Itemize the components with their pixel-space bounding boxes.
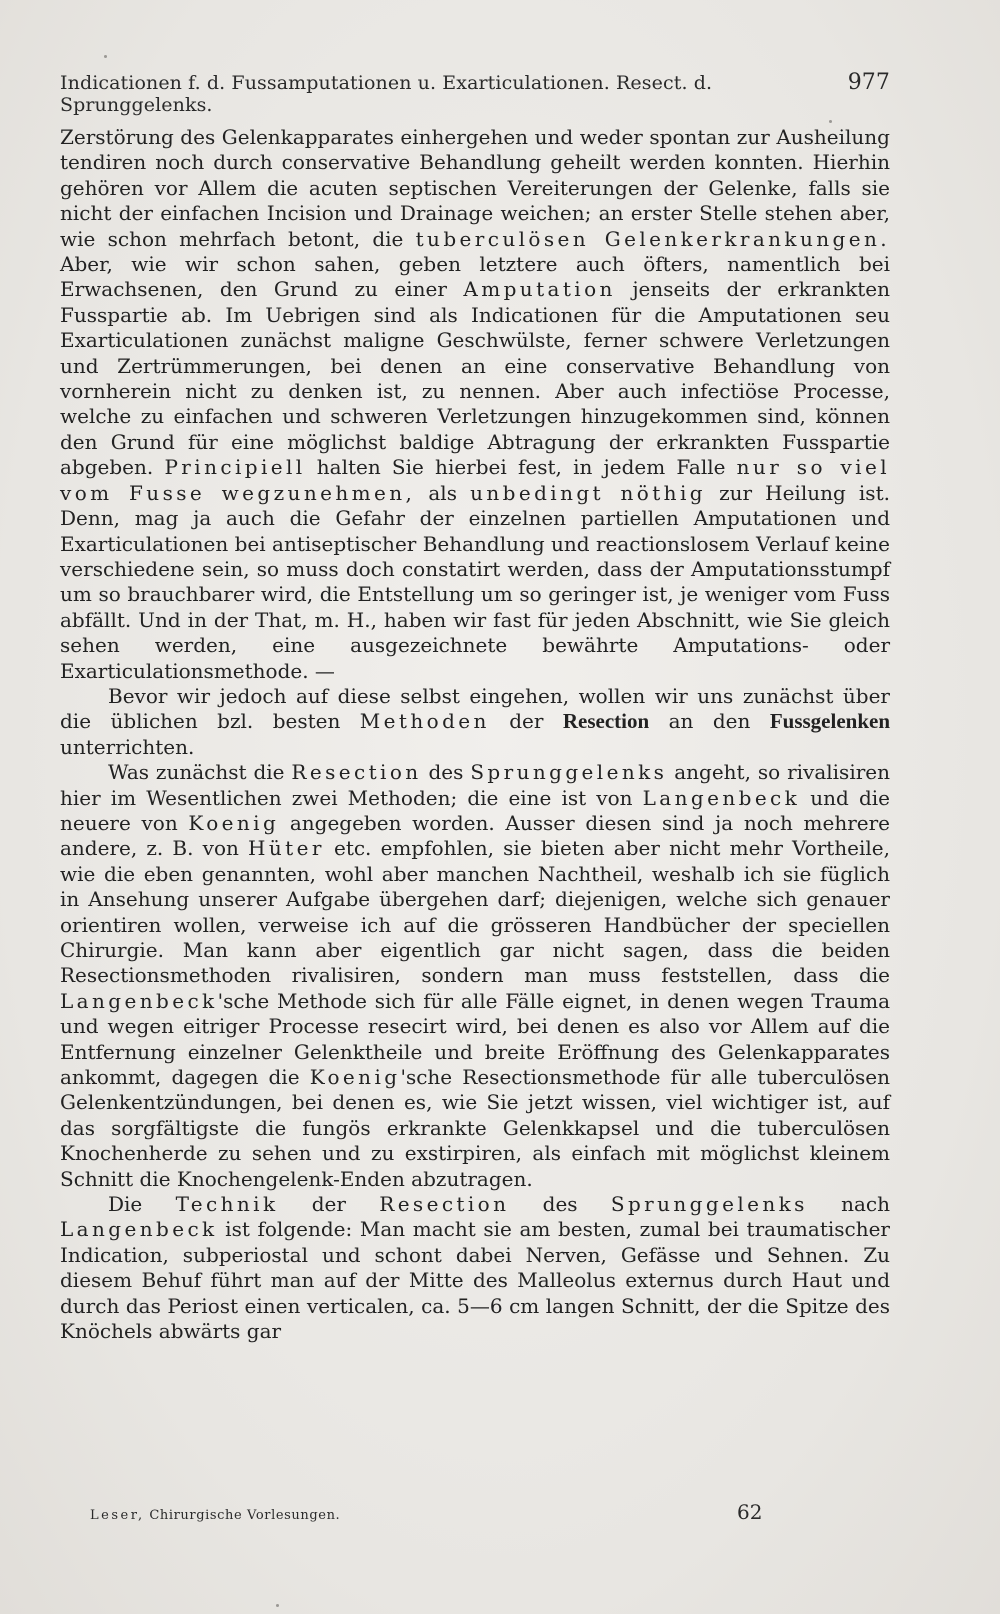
spaced-emphasis: Koenig [309, 1065, 401, 1090]
spaced-emphasis: Koenig [188, 810, 280, 835]
spaced-emphasis: Methoden [359, 709, 490, 734]
bold-term: Resection [562, 709, 650, 734]
text-run: angeht, so rivalisiren hier im Wesentlichen zwei Methoden; die eine ist von [60, 760, 890, 810]
text-run: der [278, 1192, 380, 1217]
text-run: als [415, 480, 471, 505]
spaced-emphasis: unbedingt nöthig [470, 480, 706, 505]
spaced-emphasis: tuberculösen Gelenkerkrankungen. [415, 226, 890, 251]
text-run: ist folgende: Man macht sie am besten, zumal bei traumatischer Indication, subperiostal und schont dabei Nerven, Gefässe und Sehnen. Zu diesem Behuf führt man auf der Mitte des Malleolus externus durch Haut und durch das Periost einen verticalen, ca. 5—6 cm langen Schnitt, der die Spitze des Knöchels abwärts gar [60, 1217, 890, 1344]
text-run: Aber, wie wir schon sahen, geben letztere auch öfters, namentlich bei Erwachsenen, den Grund zu einer [60, 252, 890, 302]
bold-term: Fussgelenken [769, 709, 890, 734]
body-text [60, 125, 890, 1345]
spaced-emphasis: Langenbeck [60, 988, 218, 1013]
signature-mark: 62 [737, 1500, 763, 1524]
text-run: an den [649, 709, 770, 734]
paragraph-2 [60, 684, 890, 760]
spaced-emphasis: Sprunggelenks [610, 1192, 808, 1217]
spaced-emphasis: Principiell [164, 455, 306, 480]
text-run: etc. empfohlen, sie bieten aber nicht mehr Vortheile, wie die eben genannten, wohl aber manchen Nachtheil, weshalb ich sie füglich in Ansehung unserer Aufgabe übergehen darf; diejenigen, welche sich genauer orientiren wollen, verweise ich auf die grösseren Handbücher der speciellen Chirurgie. Man kann aber eigentlich gar nicht sagen, dass die beiden Resectionsmethoden rivalisiren, sondern man muss feststellen, dass die [60, 836, 890, 988]
page-number: 977 [847, 70, 890, 95]
text-run: halten Sie hierbei fest, in jedem Falle [305, 455, 737, 480]
spaced-emphasis: Technik [175, 1192, 279, 1217]
text-run: jenseits der erkrankten Fusspartie ab. Im Uebrigen sind als Indicationen für die Amputationen seu Exarticulationen zunächst maligne Geschwülste, ferner schwere Verletzungen und Zertrümmerungen, bei denen an eine conservative Behandlung von vornherein nicht zu denken ist, zu nennen. Aber auch infectiöse Processe, welche zu einfachen und schweren Verletzungen hinzugekommen sind, können den Grund für eine möglichst baldige Abtragung der erkrankten Fusspartie abgeben. [60, 277, 890, 480]
running-title: Indicationen f. d. Fussamputationen u. Exarticulationen. Resect. d. Sprunggelenks. [60, 72, 713, 116]
text-run: des [421, 760, 471, 785]
spaced-emphasis: Sprunggelenks [470, 760, 668, 785]
text-run: 'sche Resectionsmethode für alle tuberculösen Gelenkentzündungen, bei denen es, wie Sie jetzt wissen, viel wichtiger ist, auf das sorgfältigste die fungös erkrankte Gelenkkapsel und die tuberculösen Knochenherde zu sehen und zu exstirpiren, als einfach mit möglichst kleinem Schnitt die Knochengelenk-Enden abzutragen. [60, 1065, 890, 1191]
footer-author: Leser, [90, 1508, 145, 1523]
running-header [60, 70, 890, 116]
text-run: Zerstörung des Gelenkapparates einhergehen und weder spontan zur Ausheilung tendiren noch durch conservative Behandlung geheilt werden konnten. Hierhin gehören vor Allem die acuten septischen Vereiterungen der Gelenke, falls sie nicht der einfachen Incision und Drainage weichen; an erster Stelle stehen aber, wie schon mehrfach betont, die [60, 125, 890, 251]
text-run: des [509, 1192, 611, 1217]
print-speck [276, 1604, 279, 1607]
spaced-emphasis: nur so viel vom Fusse wegzunehmen, [60, 455, 891, 505]
print-speck [104, 55, 107, 58]
page-footer [90, 1508, 790, 1523]
print-speck [829, 120, 832, 123]
paragraph-4 [60, 1192, 890, 1344]
text-run: nach [807, 1192, 890, 1217]
spaced-emphasis: Langenbeck [642, 785, 801, 810]
spaced-emphasis: Resection [291, 760, 422, 785]
text-run: zur Heilung ist. Denn, mag ja auch die Gefahr der einzelnen partiellen Amputationen und Exarticulationen bei antiseptischer Behandlung und reactionslosem Verlauf keine verschiedene sein, so muss doch constatirt werden, dass der Amputationsstumpf um so brauchbarer wird, die Entstellung um so geringer ist, je weniger vom Fuss abfällt. Und in der That, m. H., haben wir fast für jeden Abschnitt, wie Sie gleich sehen werden, eine ausgezeichnete bewährte Amputations- oder Exarticulationsmethode. — [60, 480, 890, 683]
text-run: 'sche Methode sich für alle Fälle eignet, in denen wegen Trauma und wegen eitriger Processe resecirt wird, bei denen es also vor Allem auf die Entfernung einzelner Gelenktheile und breite Eröffnung des Gelenkapparates ankommt, dagegen die [60, 988, 890, 1090]
text-run: angegeben worden. Ausser diesen sind ja noch mehrere andere, z. B. von [60, 810, 890, 861]
text-run: Die [108, 1192, 176, 1217]
text-run: Bevor wir jedoch auf diese selbst eingehen, wollen wir uns zunächst über die üblichen bzl. besten [60, 683, 890, 734]
spaced-emphasis: Amputation [463, 277, 616, 302]
footer-book-title: Chirurgische Vorlesungen. [149, 1508, 341, 1523]
spaced-emphasis: Resection [379, 1192, 510, 1217]
text-run: Was zunächst die [108, 760, 292, 785]
text-run: der [489, 709, 563, 734]
paragraph-1 [60, 125, 890, 684]
paragraph-3 [60, 760, 890, 1192]
text-run: und die neuere von [60, 785, 890, 835]
spaced-emphasis: Hüter [248, 836, 325, 861]
text-run: unterrichten. [60, 734, 195, 759]
spaced-emphasis: Langenbeck [60, 1217, 218, 1242]
